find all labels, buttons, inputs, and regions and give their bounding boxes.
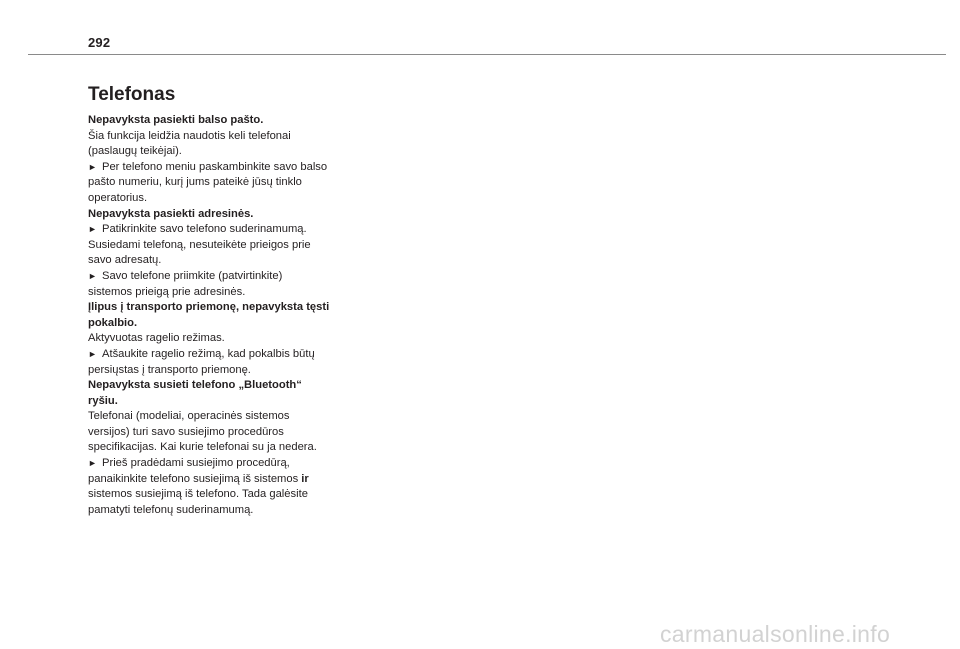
bullet-arrow-icon: ► [88,270,97,281]
instruction-line [88,456,358,472]
heading-call-transfer: Įlipus į transporto priemonę, nepavyksta tęsti [88,301,330,314]
body-line: Šia funkcija leidžia naudotis keli telefonai [88,129,291,142]
bullet-arrow-icon: ► [88,224,97,235]
body-line: Telefonai (modeliai, operacinės sistemos [88,410,290,423]
instruction-text: Atšaukite ragelio režimą, kad pokalbis būtų [102,347,315,360]
instruction-text: Savo telefone priimkite (patvirtinkite) [102,269,283,282]
body-text: panaikinkite telefono susiejimą iš sistemos [88,472,302,485]
body-line: (paslaugų teikėjai). [88,145,182,158]
body-line: Susiedami telefoną, nesuteikėte prieigos prie [88,238,311,251]
header-rule [28,54,946,55]
instruction-text: Patikrinkite savo telefono suderinamumą. [102,223,307,236]
bold-term: ir [301,472,309,485]
body-line: savo adresatų. [88,254,162,267]
instruction-text: Per telefono meniu paskambinkite savo balso [102,160,328,173]
body-line: persiųstas į transporto priemonę. [88,363,251,376]
body-line: versijos) turi savo susiejimo procedūros [88,425,284,438]
body-line: operatorius. [88,191,148,204]
body-line: Aktyvuotas ragelio režimas. [88,332,225,345]
heading-voicemail: Nepavyksta pasiekti balso pašto. [88,114,264,126]
body-line: pašto numeriu, kurį jums pateikė jūsų tinklo [88,176,302,189]
body-line [88,472,358,488]
body-line: specifikacijas. Kai kurie telefonai su ja nedera. [88,441,317,454]
bullet-arrow-icon: ► [88,161,97,172]
watermark: carmanualsonline.info [660,621,891,647]
body-line: sistemos prieigą prie adresinės. [88,285,246,298]
bullet-arrow-icon: ► [88,458,97,469]
heading-contacts: Nepavyksta pasiekti adresinės. [88,207,254,220]
body-line: sistemos susiejimą iš telefono. Tada galėsite [88,488,308,501]
heading-call-transfer-cont: pokalbio. [88,316,138,329]
heading-bluetooth: Nepavyksta susieti telefono „Bluetooth“ [88,379,302,392]
body-line: pamatyti telefonų suderinamumą. [88,503,254,516]
section-title: Telefonas [88,84,176,105]
bullet-arrow-icon: ► [88,348,97,359]
instruction-line [88,347,358,363]
content-column [88,84,358,518]
instruction-text: Prieš pradėdami susiejimo procedūrą, [102,457,290,470]
heading-bluetooth-cont: ryšiu. [88,394,118,407]
instruction-line [88,222,358,238]
instruction-line [88,269,358,285]
instruction-line [88,160,358,176]
page-number: 292 [88,35,111,50]
